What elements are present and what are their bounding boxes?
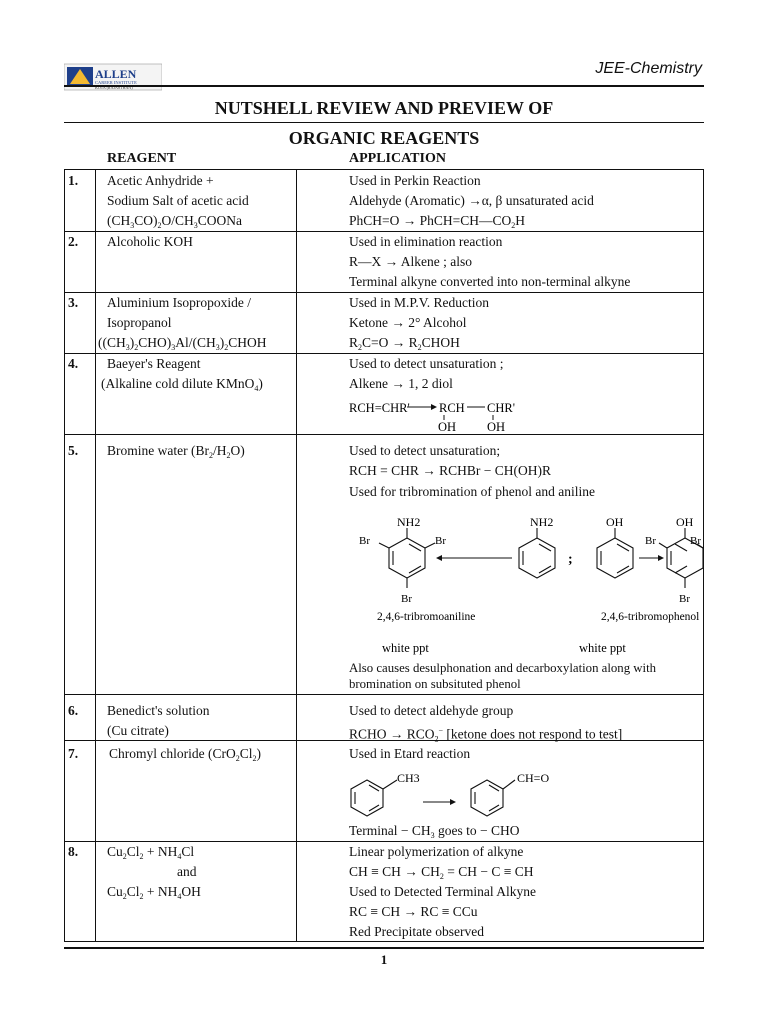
column-divider: [95, 170, 96, 941]
amino-label: NH2: [397, 515, 421, 529]
application-formula: PhCH=O → $PhCH=CH—CO_2H$: [349, 213, 526, 230]
reagent-formula: $Cu_2Cl_2 + NH_4OH$: [107, 884, 201, 901]
row-number: 2.: [68, 234, 79, 249]
precipitate-label: white ppt: [382, 641, 429, 655]
application-line: Used to detect unsaturation;: [349, 443, 501, 458]
reagent-line: Baeyer's Reagent: [107, 356, 201, 371]
reagent-line: Alcoholic KOH: [107, 234, 193, 249]
logo-city-text: KOTA (RAJASTHAN): [95, 85, 133, 90]
row-number: 8.: [68, 844, 79, 859]
bromo-label: Br: [645, 535, 656, 547]
reagent-table: [64, 169, 704, 942]
bromo-label: Br: [401, 593, 412, 605]
product-name: 2,4,6-tribromophenol: [601, 611, 700, 623]
application-line: Used in Perkin Reaction: [349, 173, 481, 188]
row-number: 7.: [68, 746, 79, 761]
application-line: Used to detect aldehyde group: [349, 703, 514, 718]
bromo-label: Br: [679, 593, 690, 605]
title-rule: [64, 122, 704, 123]
column-header-reagent: REAGENT: [107, 151, 177, 166]
logo-sub-text: CAREER INSTITUTE: [95, 80, 137, 85]
application-note: bromination on subsituted phenol: [349, 677, 521, 691]
reagent-formula: $Cu_2Cl_2 + NH_4Cl$: [107, 844, 195, 861]
row-divider: [65, 292, 703, 293]
reagent-line: Isopropanol: [107, 315, 172, 330]
application-line: RCH = CHR → RCHBr − CH(OH)R: [349, 463, 551, 478]
aldehyde-label: CH=O: [517, 771, 550, 785]
page-subtitle: ORGANIC REAGENTS: [288, 128, 480, 148]
methyl-label: CH3: [397, 771, 420, 785]
application-note: Also causes desulphonation and decarboxylation along with: [349, 661, 657, 675]
application-line: Alkene → 1, 2 diol: [349, 376, 453, 391]
product-name: 2,4,6-tribromoaniline: [377, 611, 476, 623]
application-formula: RCHO → $RCO_2^-$ [ketone does not respond to test]: [349, 726, 623, 744]
reagent-formula: $(CH_3CO)_2O/CH_3COONa$: [107, 213, 243, 230]
diol-right-carbon: CHR': [487, 401, 515, 415]
reagent-line: Sodium Salt of acetic acid: [107, 193, 249, 208]
hydroxyl-label: OH: [676, 515, 694, 529]
reagent-formula: Chromyl chloride $(CrO_2Cl_2)$: [109, 746, 261, 763]
row-number: 3.: [68, 295, 79, 310]
application-line: Used in Etard reaction: [349, 746, 471, 761]
application-line: Linear polymerization of alkyne: [349, 844, 524, 859]
footer-rule: [64, 947, 704, 949]
page-number: 1: [380, 952, 388, 967]
application-line: Used to detect unsaturation ;: [349, 356, 504, 371]
application-line: Used for tribromination of phenol and aniline: [349, 484, 595, 499]
precipitate-label: white ppt: [579, 641, 626, 655]
application-line: Ketone → 2° Alcohol: [349, 315, 467, 330]
application-line: Used to Detected Terminal Alkyne: [349, 884, 537, 899]
application-line: RC ≡ CH → RC ≡ CCu: [349, 904, 478, 919]
column-header-application: APPLICATION: [349, 151, 446, 166]
reagent-line: Acetic Anhydride +: [107, 173, 214, 188]
bromo-label: Br: [359, 535, 370, 547]
diol-reaction-diagram: [347, 396, 547, 434]
hydroxyl-label: OH: [487, 420, 506, 434]
subject-label: JEE-Chemistry: [595, 60, 702, 77]
bromo-label: Br: [690, 535, 701, 547]
row-number: 5.: [68, 443, 79, 458]
bromo-label: Br: [435, 535, 446, 547]
row-divider: [65, 694, 703, 695]
etard-reaction-diagram: [347, 766, 587, 818]
reagent-formula: Bromine water $(Br_2/H_2O)$: [107, 443, 245, 460]
row-number: 1.: [68, 173, 79, 188]
row-divider: [65, 434, 703, 435]
application-formula: Terminal − $CH_3$ goes to − CHO: [349, 823, 520, 840]
application-line: Used in M.P.V. Reduction: [349, 295, 490, 310]
application-formula: CH ≡ CH → $CH_2$ = CH − C ≡ CH: [349, 864, 534, 881]
reagent-line: Aluminium Isopropoxide /: [107, 295, 251, 310]
logo-main-text: ALLEN: [95, 67, 137, 81]
column-divider: [296, 170, 297, 941]
application-line: Red Precipitate observed: [349, 924, 484, 939]
separator-semicolon: ;: [568, 552, 573, 567]
reagent-line: Benedict's solution: [107, 703, 210, 718]
row-number: 6.: [68, 703, 79, 718]
alkene-formula: RCH=CHR': [349, 401, 410, 415]
hydroxyl-label: OH: [606, 515, 624, 529]
reagent-formula: $((CH_3)_2CHO)_3Al/(CH_3)_2CHOH$: [98, 335, 267, 352]
allen-logo: [64, 62, 162, 92]
application-line: Aldehyde (Aromatic) →α, β unsaturated acid: [349, 193, 594, 208]
row-number: 4.: [68, 356, 79, 371]
reagent-line: (Cu citrate): [107, 723, 169, 738]
reagent-formula: (Alkaline cold dilute KMnO$_4$): [101, 376, 263, 393]
application-line: Used in elimination reaction: [349, 234, 503, 249]
application-line: Terminal alkyne converted into non-terminal alkyne: [349, 274, 631, 289]
application-line: R—X → Alkene ; also: [349, 254, 472, 269]
tribromination-diagram: [347, 506, 705, 656]
amino-label: NH2: [530, 515, 554, 529]
diol-left-carbon: RCH: [439, 401, 465, 415]
reagent-line: and: [177, 864, 197, 879]
page-title: NUTSHELL REVIEW AND PREVIEW OF: [214, 98, 554, 118]
header-rule: [64, 85, 704, 87]
application-formula: $R_2C=O$ → $R_2CHOH$: [349, 335, 460, 352]
hydroxyl-label: OH: [438, 420, 457, 434]
